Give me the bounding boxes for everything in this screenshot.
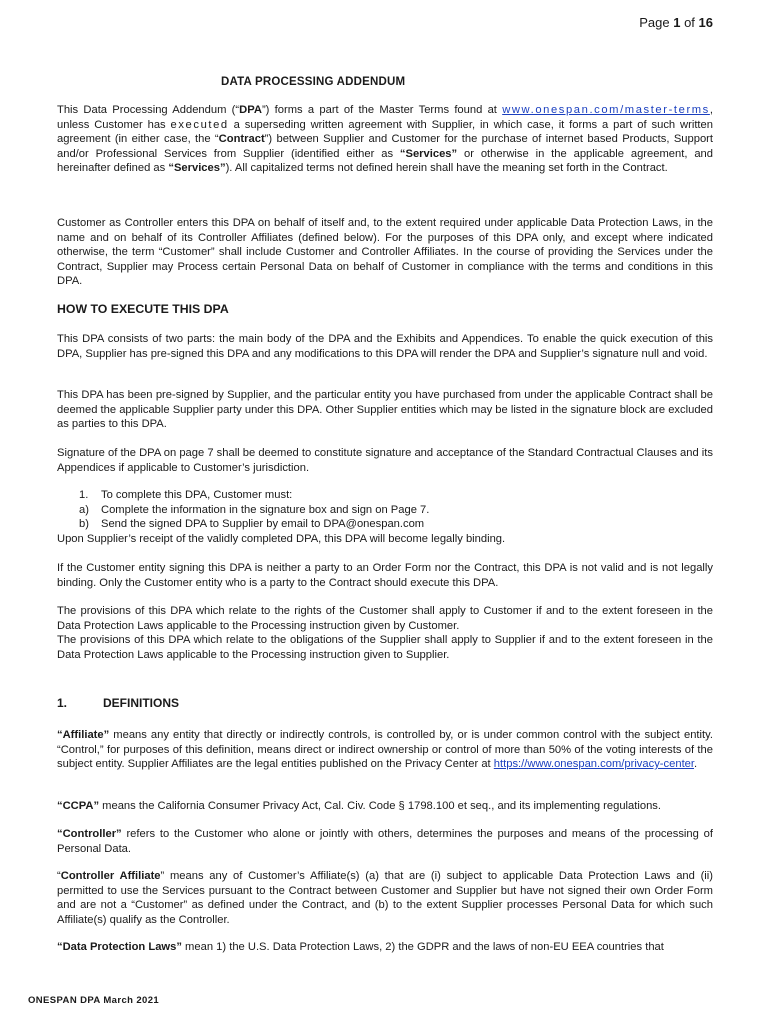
how-paragraph-2: This DPA has been pre-signed by Supplier, and the particular entity you have purchased from under the applicable Contract shall be deemed the applicable Supplier party under this DPA. Other Supplier entities which may be listed in the signature block are excluded as parties to this DPA. — [57, 389, 713, 430]
dpa-term: DPA — [239, 104, 262, 116]
how-paragraph-3: Signature of the DPA on page 7 shall be deemed to constitute signature and acceptance of the Standard Contractual Clauses and its Appendices if applicable to Customer’s jurisdiction. — [57, 447, 713, 474]
data-protection-laws-definition: “Data Protection Laws” mean 1) the U.S. Data Protection Laws, 2) the GDPR and the laws of non-EU EEA countries that — [57, 941, 664, 953]
page-label: Page — [639, 15, 674, 30]
page-of: of — [680, 15, 699, 30]
page-total: 16 — [698, 15, 713, 30]
services-term-2: “Services” — [168, 162, 226, 174]
upon-receipt-text: Upon Supplier’s receipt of the validly completed DPA, this DPA will become legally binding. — [57, 532, 506, 545]
page-current: 1 — [673, 15, 681, 30]
controller-affiliate-definition: “Controller Affiliate” means any of Customer’s Affiliate(s) (a) that are (i) subject to applicable Data Protection Laws and (ii) permitted to use the Services pursuant to the Contract between Customer and Supplier but have not signed their own Order Form and are not a “Customer” as defined under the Contract, and (b) to the extent Supplier processes Personal Data for which such Affiliate(s) qualify as the Controller. — [57, 870, 714, 926]
controller-term: “Controller” — [57, 828, 122, 840]
data-protection-laws-term: “Data Protection Laws” — [57, 941, 182, 953]
how-paragraph-5: The provisions of this DPA which relate to the rights of the Customer shall apply to Customer if and to the extent foreseen in the Data Protection Laws applicable to the Processing instruction given by Customer. The provisions of this DPA which relate to the obligations of the Supplier shall apply to Supplier if and to the extent foreseen in the Data Protection Laws applicable to the Processing instruction given to Supplier. — [57, 605, 713, 661]
intro-paragraph: This Data Processing Addendum (“DPA”) forms a part of the Master Terms found at www.onespan.com/master-terms, unless Customer has executed a superseding written agreement with Supplier, in which case, it forms a part of such written agreement (in either case, the “Contract”) between Supplier and Customer for the purchase of internet based Products, Support and/or Professional Services from Supplier (identified either as “Services” or otherwise in the applicable agreement, and hereinafter defined as “Services”). All capitalized terms not defined herein shall have the meaning set forth in the Contract. — [57, 104, 714, 174]
how-paragraph-4: If the Customer entity signing this DPA is neither a party to an Order Form nor the Contract, this DPA is not valid and is not legally binding. Only the Customer entity who is a party to the Contract should execute this DPA. — [57, 562, 713, 589]
privacy-center-link[interactable]: https://www.onespan.com/privacy-center — [493, 758, 695, 770]
how-paragraph-1: This DPA consists of two parts: the main body of the DPA and the Exhibits and Appendices. To enable the quick execution of this DPA, Supplier has pre-signed this DPA and any modifications to this DPA will render the DPA and Supplier’s signature null and void. — [57, 333, 713, 360]
list-item: 1. To complete this DPA, Customer must: — [79, 489, 293, 501]
list-item: a) Complete the information in the signature box and sign on Page 7. — [79, 503, 430, 516]
execution-steps — [57, 488, 713, 546]
services-term: “Services” — [399, 147, 458, 160]
how-to-execute-heading: HOW TO EXECUTE THIS DPA — [57, 302, 229, 316]
controller-affiliate-term: Controller Affiliate — [60, 870, 161, 882]
document-title: DATA PROCESSING ADDENDUM — [221, 76, 406, 88]
definitions-heading: 1. DEFINITIONS — [57, 696, 180, 710]
ccpa-term: “CCPA” — [57, 800, 100, 812]
contract-term: Contract — [218, 133, 265, 145]
master-terms-link[interactable]: www.onespan.com/master-terms — [502, 104, 710, 116]
document-footer: ONESPAN DPA March 2021 — [28, 995, 160, 1006]
affiliate-term: “Affiliate” — [57, 729, 110, 741]
list-item: b) Send the signed DPA to Supplier by email to DPA@onespan.com — [79, 518, 425, 530]
ccpa-definition: “CCPA” means the California Consumer Privacy Act, Cal. Civ. Code § 1798.100 et seq., and its implementing regulations. — [57, 800, 661, 812]
controller-definition: “Controller” refers to the Customer who alone or jointly with others, determines the purposes and means of the processing of Personal Data. — [57, 828, 713, 855]
page-number — [639, 16, 713, 31]
controller-paragraph: Customer as Controller enters this DPA on behalf of itself and, to the extent required under applicable Data Protection Laws, in the name and on behalf of its Controller Affiliates (defined below). For the purposes of this DPA only, and except where indicated otherwise, the term “Customer” shall include Customer and Controller Affiliates. In the course of providing the Services under the Contract, Supplier may Process certain Personal Data on behalf of Customer in compliance with the terms and conditions in this DPA. — [57, 217, 713, 287]
affiliate-definition: “Affiliate” means any entity that directly or indirectly controls, is controlled by, or is under common control with the subject entity. “Control,” for purposes of this definition, means direct or indirect ownership or control of more than 50% of the voting interests of the subject entity. Supplier Affiliates are the legal entities published on the Privacy Center at https://www.onespan.com/privacy-center. — [57, 729, 713, 770]
